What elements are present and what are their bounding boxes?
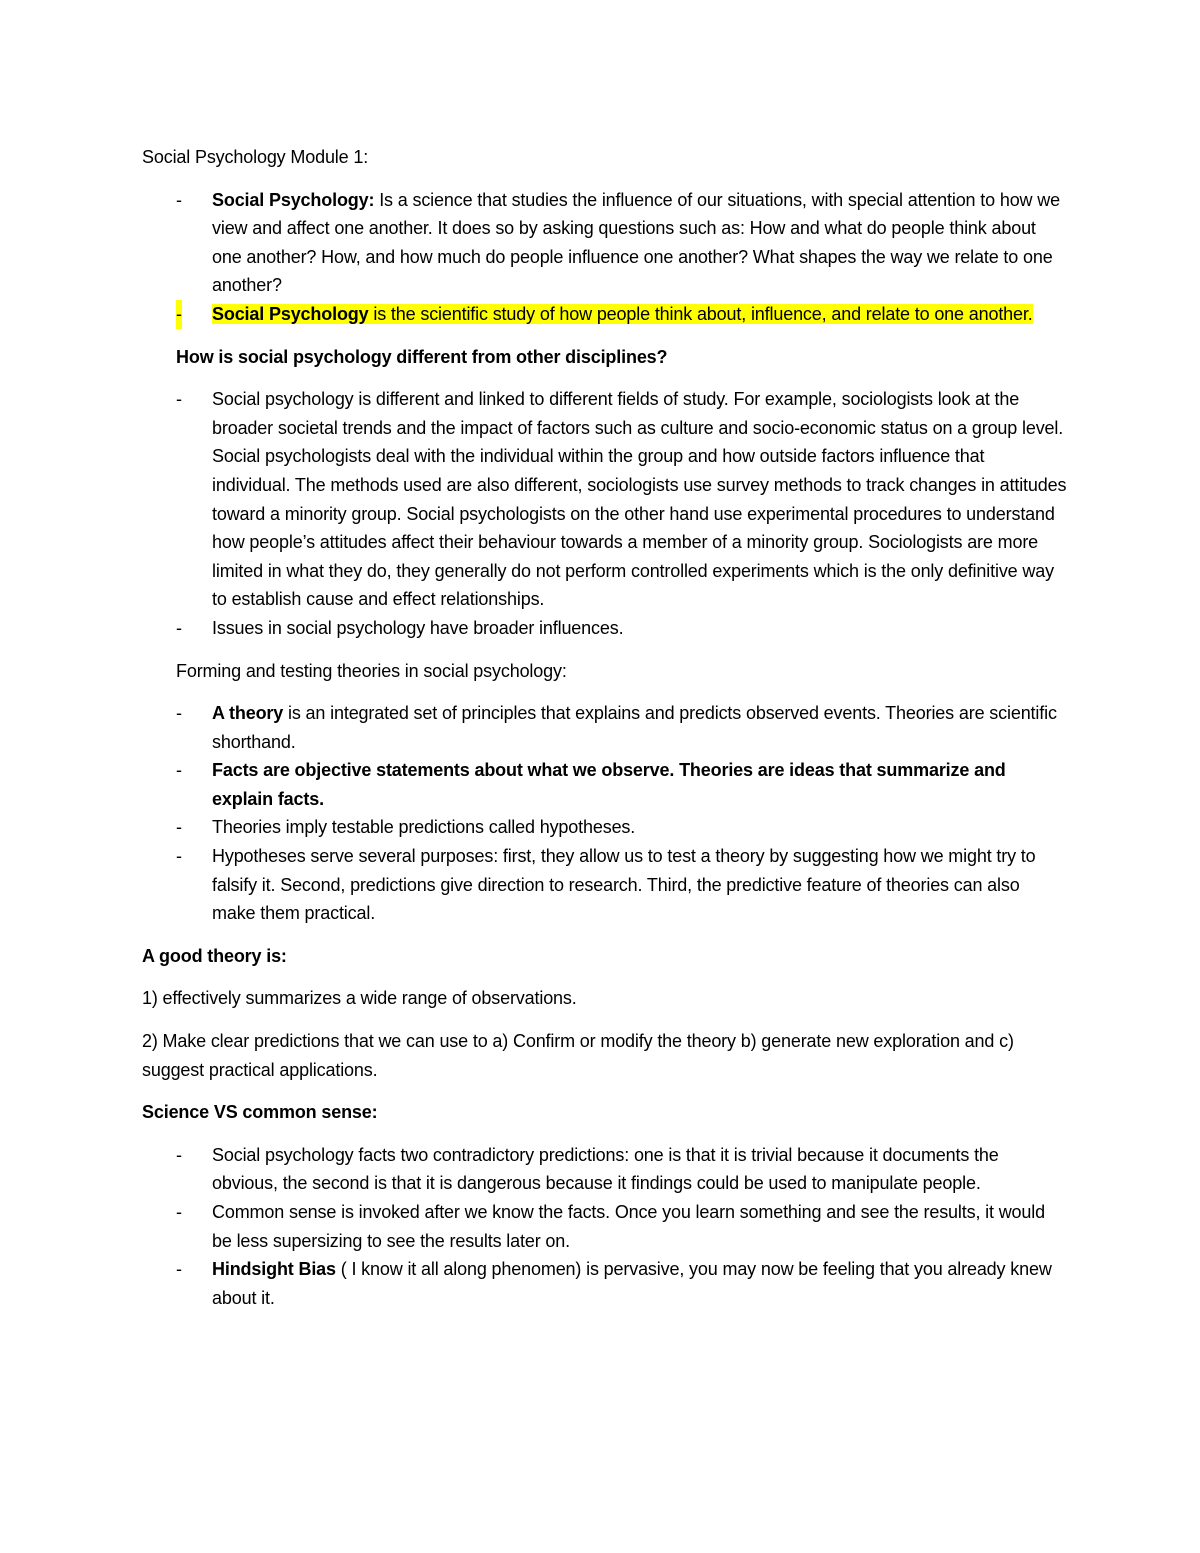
- list-item: [142, 813, 1067, 842]
- section-heading-text: How is social psychology different from other disciplines?: [176, 346, 668, 367]
- list-item: [142, 186, 1067, 300]
- section-heading: Forming and testing theories in social psychology:: [176, 660, 567, 681]
- list-item: [142, 385, 1067, 614]
- dash-bullet: -: [176, 389, 182, 410]
- section-heading-text: A good theory is:: [142, 945, 287, 966]
- page-title: Social Psychology Module 1:: [142, 147, 369, 167]
- definition-text: Is a science that studies the influence of our situations, with special attention to how we view and affect one another. It does so by asking questions such as: How and what do people think about one another? How, and how much do people influence one another? What shapes the way we relate to one another?: [212, 189, 1060, 296]
- list-item: [142, 1141, 1067, 1198]
- document-body: [142, 143, 1067, 1326]
- section-heading-text: Science VS common sense:: [142, 1102, 378, 1123]
- definition-text: is the scientific study of how people think about, influence, and relate to one another.: [368, 303, 1033, 324]
- dash-bullet: -: [176, 1144, 182, 1165]
- list-item-text: Facts are objective statements about what we observe. Theories are ideas that summarize and explain facts.: [212, 760, 1006, 809]
- highlighted-list-item: [142, 300, 1067, 329]
- list-item: [142, 699, 1067, 756]
- list-item: [142, 1198, 1067, 1255]
- dash-bullet: -: [176, 1259, 182, 1280]
- dash-bullet: -: [176, 189, 182, 210]
- list-item-text: ( I know it all along phenomen) is pervasive, you may now be feeling that you already knew about it.: [212, 1259, 1052, 1308]
- list-item-text: Theories imply testable predictions called hypotheses.: [212, 817, 636, 838]
- list-item: [142, 1255, 1067, 1312]
- list-item: [142, 614, 1067, 643]
- dash-bullet: -: [176, 617, 182, 638]
- term: Social Psychology: [212, 303, 369, 324]
- list-item: [142, 842, 1067, 928]
- dash-bullet: -: [176, 1202, 182, 1222]
- intro-list: [142, 186, 1067, 329]
- section-heading: [142, 343, 1067, 372]
- term: Social Psychology:: [212, 189, 375, 210]
- list-item-text: is an integrated set of principles that explains and predicts observed events. Theories are scientific shorthand.: [212, 703, 1057, 752]
- list-item: [142, 756, 1067, 813]
- term: A theory: [212, 703, 284, 724]
- disciplines-list: [142, 385, 1067, 642]
- dash-bullet: -: [176, 300, 182, 329]
- section-heading: [142, 942, 1067, 971]
- dash-bullet: -: [176, 760, 182, 781]
- theories-list: [142, 699, 1067, 928]
- numbered-point: 2) Make clear predictions that we can use to a) Confirm or modify the theory b) generate new exploration and c) suggest practical applications.: [142, 1031, 1014, 1080]
- term: Hindsight Bias: [212, 1259, 336, 1280]
- list-item-text: Social psychology facts two contradictory predictions: one is that it is trivial because it documents the obvious, the second is that it is dangerous because it findings could be used to manipulate people.: [212, 1144, 999, 1194]
- list-item-text: Issues in social psychology have broader influences.: [212, 617, 624, 638]
- dash-bullet: -: [176, 703, 182, 724]
- dash-bullet: -: [176, 817, 182, 838]
- list-item-text: Common sense is invoked after we know the facts. Once you learn something and see the results, it would be less supersizing to see the results later on.: [212, 1202, 1045, 1251]
- science-list: [142, 1141, 1067, 1313]
- highlighted-definition: [212, 304, 1033, 324]
- list-item-text: Social psychology is different and linked to different fields of study. For example, sociologists look at the broader societal trends and the impact of factors such as culture and socio-economic status on a group level. Social psychologists deal with the individual within the group and how outside factors influence that individual. The methods used are also different, sociologists use survey methods to track changes in attitudes toward a minority group. Social psychologists on the other hand use experimental procedures to understand how people’s attitudes affect their behaviour towards a member of a minority group. Sociologists are more limited in what they do, they generally do not perform controlled experiments which is the only definitive way to establish cause and effect relationships.: [212, 389, 1067, 610]
- section-heading: [142, 1098, 1067, 1127]
- dash-bullet: -: [176, 846, 182, 867]
- numbered-point: 1) effectively summarizes a wide range of observations.: [142, 988, 577, 1009]
- list-item-text: Hypotheses serve several purposes: first, they allow us to test a theory by suggesting how we might try to falsify it. Second, predictions give direction to research. Third, the predictive feature of theories can also make them practical.: [212, 846, 1036, 924]
